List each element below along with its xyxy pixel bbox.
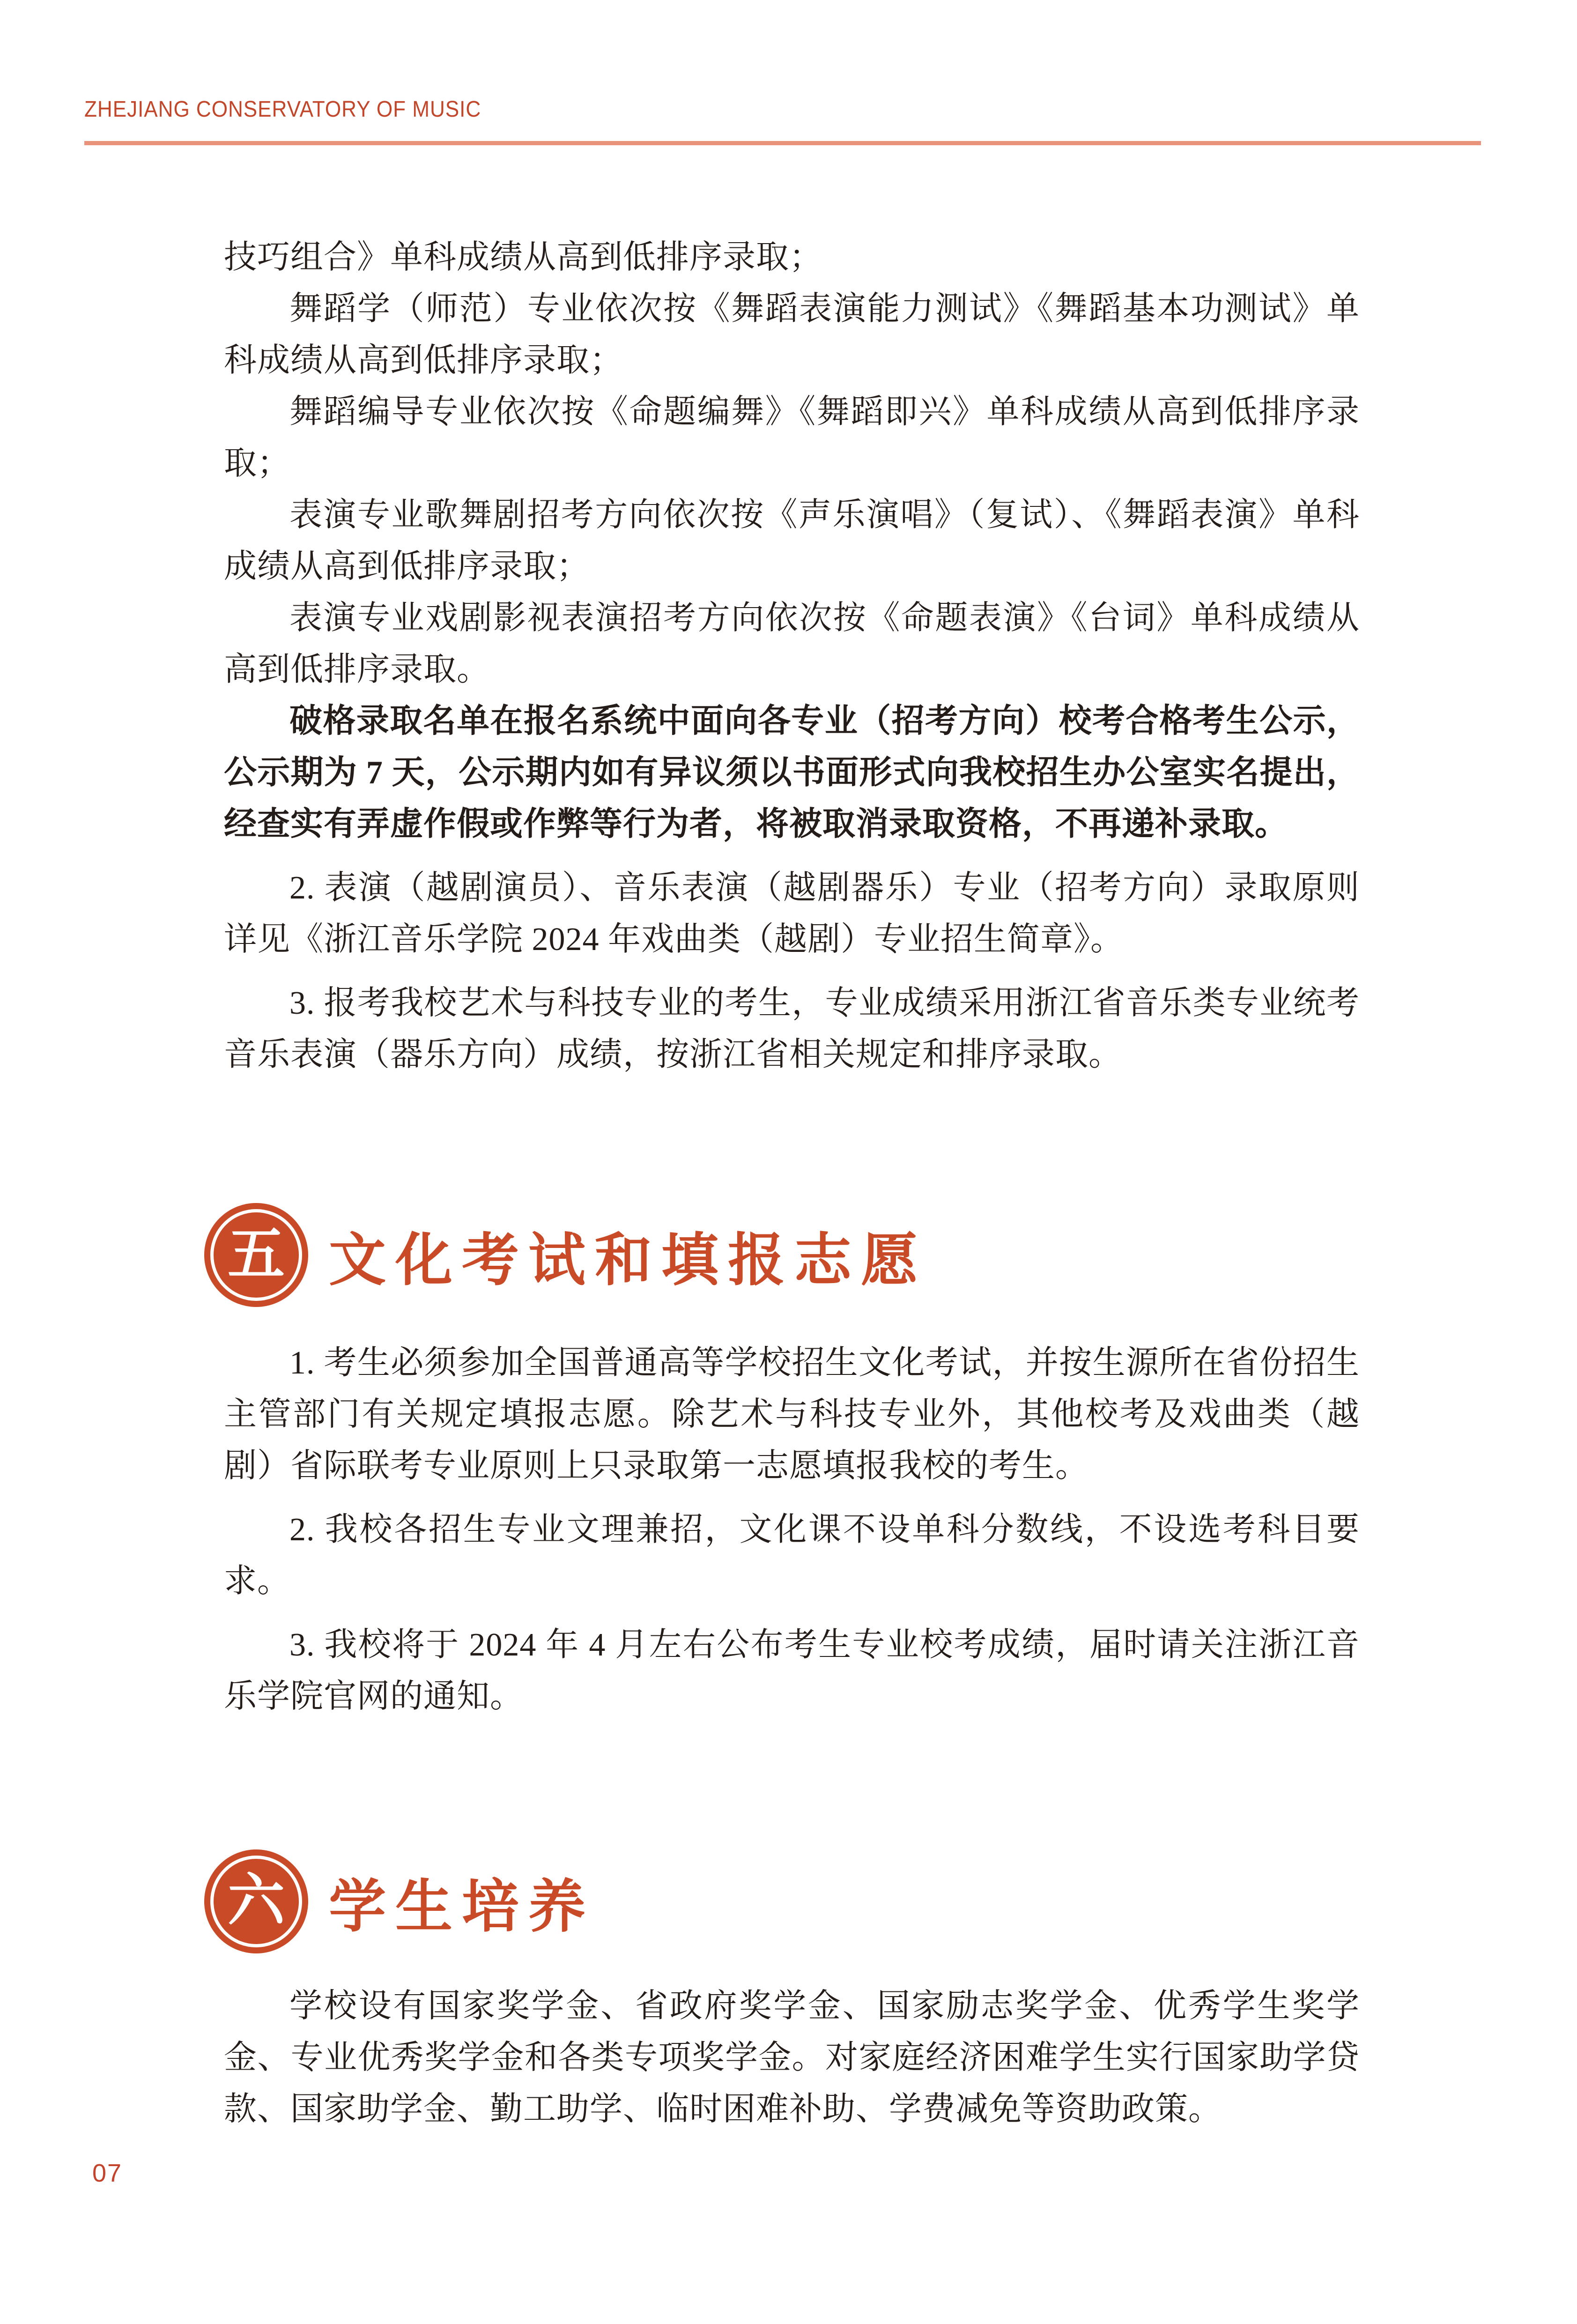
section-five-title: 文化考试和填报志愿 [329, 1225, 927, 1293]
header-rule-divider [84, 141, 1481, 145]
body-paragraph: 表演专业戏剧影视表演招考方向依次按《命题表演》《台词》单科成绩从高到低排序录取。 [224, 600, 1360, 688]
body-paragraph: 3. 我校将于 2024 年 4 月左右公布考生专业校考成绩，届时请关注浙江音乐学院官网的通知。 [224, 1627, 1360, 1715]
section-six-badge [204, 1849, 308, 1953]
body-paragraph: 学校设有国家奖学金、省政府奖学金、国家励志奖学金、优秀学生奖学金、专业优秀奖学金和各类专项奖学金。对家庭经济困难学生实行国家助学贷款、国家助学金、勤工助学、临时困难补助、学费减免等资助政策。 [224, 1988, 1360, 2127]
body-paragraph: 2. 我校各招生专业文理兼招，文化课不设单科分数线，不设选考科目要求。 [224, 1512, 1360, 1599]
section-five-heading [204, 1203, 927, 1307]
section-five-number: 五 [228, 1220, 285, 1287]
body-paragraph: 技巧组合》单科成绩从高到低排序录取； [224, 239, 822, 275]
body-paragraph: 舞蹈学（师范）专业依次按《舞蹈表演能力测试》《舞蹈基本功测试》单科成绩从高到低排序录取； [224, 291, 1360, 379]
page-number: 07 [92, 2159, 123, 2187]
section-six-text [224, 1981, 1360, 2135]
body-paragraph-bold: 破格录取名单在报名系统中面向各专业（招考方向）校考合格考生公示，公示期为 7 天，公示期内如有异议须以书面形式向我校招生办公室实名提出，经查实有弄虚作假或作弊等行为者，将被取消录取资格，不再递补录取。 [224, 703, 1360, 842]
admission-rules-text [224, 232, 1360, 1081]
section-six-heading [204, 1849, 595, 1953]
section-six-number: 六 [228, 1866, 285, 1934]
page-header-institution: ZHEJIANG CONSERVATORY OF MUSIC [84, 97, 481, 122]
body-paragraph: 2. 表演（越剧演员）、音乐表演（越剧器乐）专业（招考方向）录取原则详见《浙江音乐学院 2024 年戏曲类（越剧）专业招生简章》。 [224, 870, 1360, 958]
body-paragraph: 3. 报考我校艺术与科技专业的考生，专业成绩采用浙江省音乐类专业统考音乐表演（器乐方向）成绩，按浙江省相关规定和排序录取。 [224, 985, 1360, 1073]
section-six-title: 学生培养 [329, 1872, 595, 1940]
body-paragraph: 舞蹈编导专业依次按《命题编舞》《舞蹈即兴》单科成绩从高到低排序录取； [224, 394, 1360, 482]
body-paragraph: 1. 考生必须参加全国普通高等学校招生文化考试，并按生源所在省份招生主管部门有关规定填报志愿。除艺术与科技专业外，其他校考及戏曲类（越剧）省际联考专业原则上只录取第一志愿填报我校的考生。 [224, 1345, 1360, 1484]
body-paragraph: 表演专业歌舞剧招考方向依次按《声乐演唱》（复试）、《舞蹈表演》单科成绩从高到低排序录取； [224, 497, 1360, 585]
section-five-badge [204, 1203, 308, 1307]
section-five-text [224, 1337, 1360, 1723]
